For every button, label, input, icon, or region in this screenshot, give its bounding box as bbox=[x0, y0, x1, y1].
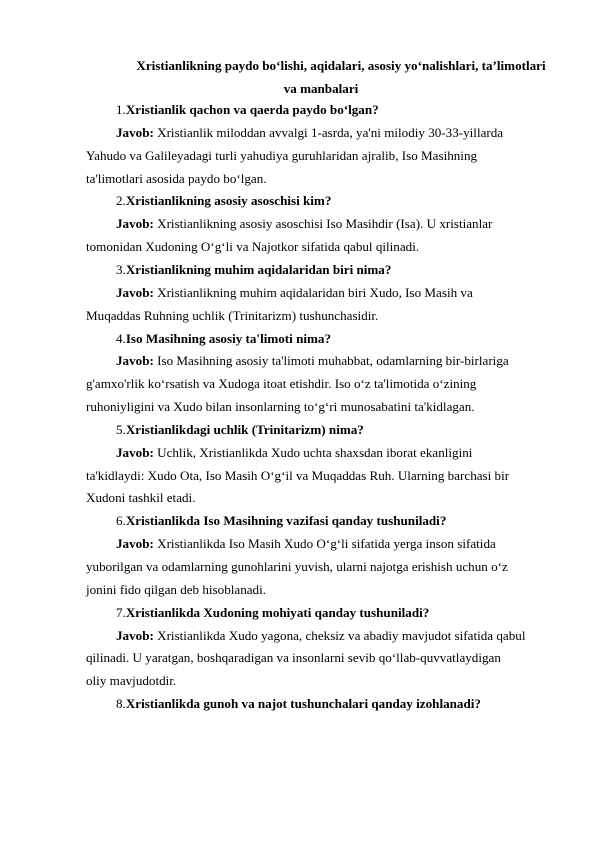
answer-label: Javob: bbox=[116, 216, 154, 232]
answer-text: g'amxo'rlik ko‘rsatish va Xudoga itoat etishdir. Iso o‘z ta'limotida o‘zining bbox=[86, 376, 477, 392]
answer-text: ta'kidlaydi: Xudo Ota, Iso Masih O‘g‘il va Muqaddas Ruh. Ularning barchasi bir bbox=[86, 467, 510, 483]
answer-line bbox=[116, 215, 492, 232]
answer-line bbox=[116, 124, 503, 141]
answer-text: Yahudo va Galileyadagi turli yahudiya guruhlaridan ajralib, Iso Masihning bbox=[86, 147, 478, 163]
title-line-1: Xristianlikning paydo bo‘lishi, aqidalari, asosiy yo‘nalishlari, ta’limotlari bbox=[136, 58, 546, 73]
answer-line bbox=[116, 352, 509, 369]
answer-text: Xristianlikning asosiy asoschisi Iso Masihdir (Isa). U xristianlar bbox=[153, 216, 493, 232]
answer-line bbox=[86, 558, 508, 575]
question-line bbox=[116, 695, 481, 712]
answer-text: Muqaddas Ruhning uchlik (Trinitarizm) tushunchasidir. bbox=[86, 307, 379, 323]
answer-line bbox=[86, 170, 267, 187]
answer-label: Javob: bbox=[116, 536, 154, 552]
question-number: 5. bbox=[116, 421, 126, 437]
question-text: Xristianlikning muhim aqidalaridan biri nima? bbox=[125, 261, 392, 277]
question-number: 2. bbox=[116, 193, 126, 209]
answer-label: Javob: bbox=[116, 353, 154, 369]
answer-line bbox=[86, 581, 266, 598]
answer-text: Xristianlik miloddan avvalgi 1-asrda, ya'ni milodiy 30-33-yillarda bbox=[153, 124, 504, 140]
question-line bbox=[116, 330, 331, 347]
answer-text: Xristianlikda Xudo yagona, cheksiz va abadiy mavjudot sifatida qabul bbox=[153, 627, 526, 643]
answer-line bbox=[116, 627, 525, 644]
question-line bbox=[116, 604, 429, 621]
answer-line bbox=[86, 238, 419, 255]
answer-line bbox=[86, 398, 475, 415]
answer-text: oliy mavjudotdir. bbox=[86, 673, 177, 689]
answer-line bbox=[86, 489, 195, 506]
answer-label: Javob: bbox=[116, 284, 154, 300]
question-line bbox=[116, 421, 364, 438]
question-text: Xristianlikda Iso Masihning vazifasi qanday tushuniladi? bbox=[125, 513, 447, 529]
answer-text: Xudoni tashkil etadi. bbox=[86, 490, 196, 506]
answer-text: ta'limotlari asosida paydo bo‘lgan. bbox=[86, 170, 267, 186]
answer-text: Iso Masihning asosiy ta'limoti muhabbat, odamlarning bir-birlariga bbox=[153, 353, 509, 369]
answer-text: Xristianlikning muhim aqidalaridan biri Xudo, Iso Masih va bbox=[153, 284, 473, 300]
answer-line bbox=[86, 307, 378, 324]
answer-text: Uchlik, Xristianlikda Xudo uchta shaxsdan iborat ekanligini bbox=[153, 444, 473, 460]
question-number: 8. bbox=[116, 696, 126, 712]
question-number: 3. bbox=[116, 261, 126, 277]
answer-text: ruhoniyligini va Xudo bilan insonlarning to‘g‘ri munosabatini ta'kidlagan. bbox=[86, 399, 475, 415]
question-line bbox=[116, 512, 446, 529]
answer-text: yuborilgan va odamlarning gunohlarini yuvish, ularni najotga erishish uchun o‘z bbox=[86, 559, 508, 574]
question-text: Xristianlikdagi uchlik (Trinitarizm) nima? bbox=[125, 421, 364, 437]
answer-text: tomonidan Xudoning O‘g‘li va Najotkor sifatida qabul qilinadi. bbox=[86, 239, 420, 255]
question-text: Xristianlik qachon va qaerda paydo bo‘lgan? bbox=[125, 102, 379, 117]
answer-line bbox=[86, 147, 477, 164]
answer-label: Javob: bbox=[116, 627, 154, 643]
question-text: Xristianlikning asosiy asoschisi kim? bbox=[125, 193, 332, 209]
question-number: 6. bbox=[116, 513, 126, 529]
answer-text: qilinadi. U yaratgan, boshqaradigan va insonlarni sevib qo‘llab-quvvatlaydigan bbox=[86, 650, 501, 666]
answer-label: Javob: bbox=[116, 444, 154, 460]
question-number: 7. bbox=[116, 604, 126, 620]
question-text: Xristianlikda gunoh va najot tushunchalari qanday izohlanadi? bbox=[125, 696, 481, 712]
answer-line bbox=[116, 535, 496, 552]
question-text: Xristianlikda Xudoning mohiyati qanday tushuniladi? bbox=[125, 604, 430, 620]
document-title bbox=[86, 55, 556, 100]
question-number: 4. bbox=[116, 330, 126, 346]
question-text: Iso Masihning asosiy ta'limoti nima? bbox=[125, 330, 331, 346]
answer-line bbox=[116, 284, 473, 301]
question-number: 1. bbox=[116, 102, 126, 117]
question-line bbox=[116, 101, 379, 118]
answer-label: Javob: bbox=[116, 124, 154, 140]
question-line bbox=[116, 192, 331, 209]
question-line bbox=[116, 261, 391, 278]
answer-line bbox=[86, 375, 476, 392]
answer-line bbox=[86, 649, 501, 666]
answer-line bbox=[86, 467, 509, 484]
answer-text: jonini fido qilgan deb hisoblanadi. bbox=[86, 581, 267, 597]
answer-text: Xristianlikda Iso Masih Xudo O‘g‘li sifatida yerga inson sifatida bbox=[153, 536, 496, 552]
title-line-2: va manbalari bbox=[283, 80, 359, 96]
answer-line bbox=[116, 444, 472, 461]
answer-line bbox=[86, 672, 176, 689]
